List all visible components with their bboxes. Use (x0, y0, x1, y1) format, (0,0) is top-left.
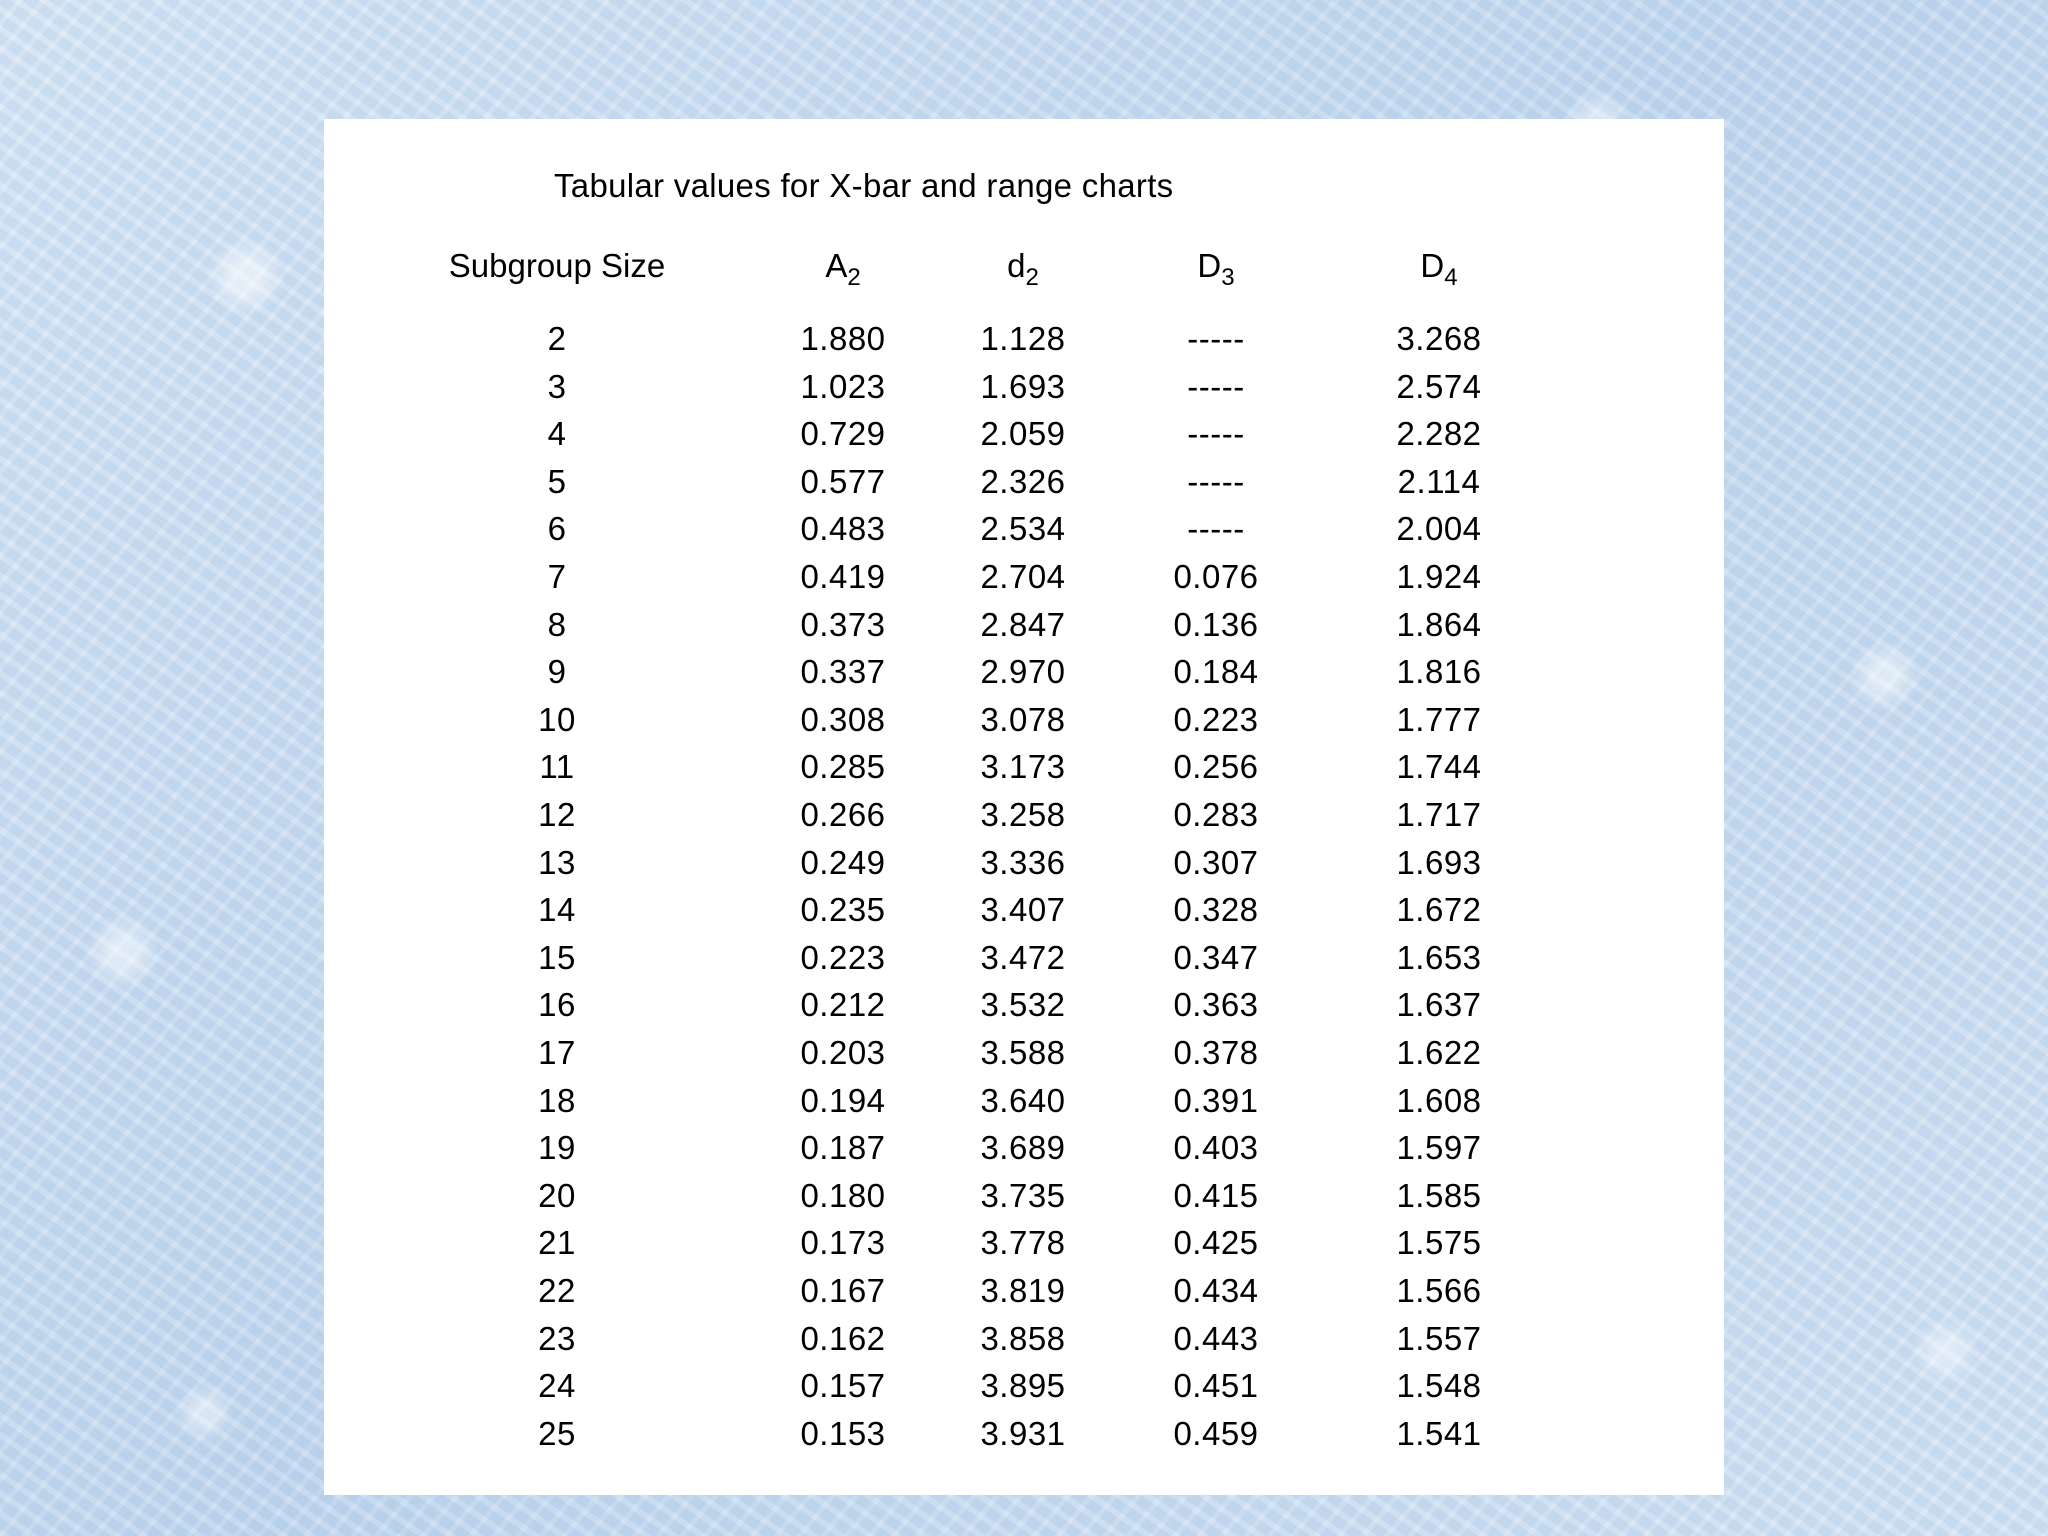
table-row (324, 748, 1724, 796)
subgroup-size-cell: 17 (538, 1034, 576, 1071)
a2-cell: 0.173 (800, 1224, 886, 1262)
a2-cell: 0.223 (800, 938, 886, 976)
d3-cell: 0.283 (1173, 796, 1259, 833)
table-row (324, 701, 1724, 749)
d2-cell: 2.326 (980, 462, 1066, 500)
header-a2 (825, 247, 860, 292)
d4-cell: 2.114 (1397, 462, 1481, 500)
subgroup-size-cell: 14 (538, 891, 576, 929)
d3-cell: 0.391 (1173, 1081, 1259, 1119)
header-d3 (1197, 247, 1234, 292)
d3-cell: 0.076 (1173, 558, 1259, 595)
d4-cell: 1.622 (1396, 1034, 1482, 1071)
subgroup-size-cell: 23 (538, 1319, 576, 1357)
header-label: D (1420, 247, 1445, 284)
header-subscript: 2 (1025, 264, 1039, 291)
subgroup-size-cell: 12 (538, 796, 576, 833)
table-row (324, 320, 1724, 368)
subgroup-size-cell: 21 (538, 1224, 576, 1262)
d4-cell: 1.744 (1396, 748, 1482, 786)
d4-cell: 2.004 (1396, 510, 1482, 548)
d4-cell: 1.816 (1396, 653, 1482, 691)
table-title: Tabular values for X-bar and range charts (554, 167, 1174, 204)
subgroup-size-cell: 7 (547, 558, 567, 595)
d3-cell: 0.415 (1173, 1176, 1259, 1214)
table-row (324, 796, 1724, 844)
d2-cell: 3.735 (980, 1176, 1066, 1214)
header-subscript: 2 (847, 264, 861, 291)
d3-cell: ----- (1187, 320, 1245, 357)
a2-cell: 0.577 (800, 462, 886, 500)
d2-cell: 2.704 (980, 558, 1066, 595)
d4-cell: 1.608 (1396, 1081, 1482, 1119)
d4-cell: 2.282 (1396, 415, 1482, 453)
d3-cell: 0.307 (1173, 843, 1259, 881)
d2-cell: 3.778 (980, 1224, 1066, 1262)
header-label: D (1197, 247, 1222, 284)
d3-cell: 0.256 (1173, 748, 1259, 786)
subgroup-size-cell: 19 (538, 1129, 576, 1167)
subgroup-size-cell: 11 (539, 748, 575, 786)
table-row (324, 1129, 1724, 1177)
d4-cell: 1.777 (1396, 700, 1482, 738)
d2-cell: 2.970 (980, 653, 1066, 691)
table-row (324, 891, 1724, 939)
header-d4 (1420, 247, 1457, 292)
a2-cell: 0.373 (800, 605, 886, 643)
d4-cell: 1.717 (1396, 796, 1482, 833)
d2-cell: 3.895 (980, 1367, 1066, 1405)
subgroup-size-cell: 10 (538, 700, 576, 738)
table-row (324, 463, 1724, 511)
a2-cell: 0.729 (800, 415, 886, 453)
d2-cell: 3.078 (980, 700, 1066, 738)
subgroup-size-cell: 2 (547, 320, 567, 357)
a2-cell: 0.153 (800, 1414, 886, 1452)
table-row (324, 1224, 1724, 1272)
d3-cell: 0.459 (1173, 1414, 1259, 1452)
d3-cell: 0.347 (1173, 938, 1259, 976)
d2-cell: 3.931 (980, 1414, 1066, 1452)
d4-cell: 1.566 (1396, 1272, 1482, 1309)
a2-cell: 1.880 (800, 320, 886, 357)
d3-cell: 0.378 (1173, 1034, 1259, 1071)
subgroup-size-cell: 8 (547, 605, 567, 643)
subgroup-size-cell: 18 (538, 1081, 576, 1119)
header-label: Subgroup Size (448, 247, 666, 284)
table-row (324, 1177, 1724, 1225)
d4-cell: 1.541 (1396, 1414, 1482, 1452)
d2-cell: 3.689 (980, 1129, 1066, 1167)
a2-cell: 0.187 (800, 1129, 886, 1167)
d2-cell: 3.588 (980, 1034, 1066, 1071)
subgroup-size-cell: 6 (547, 510, 567, 548)
d3-cell: ----- (1187, 462, 1245, 500)
a2-cell: 0.285 (800, 748, 886, 786)
d4-cell: 1.585 (1396, 1176, 1482, 1214)
table-row (324, 368, 1724, 416)
d4-cell: 1.597 (1396, 1129, 1482, 1167)
a2-cell: 0.180 (800, 1176, 886, 1214)
d2-cell: 3.173 (980, 748, 1066, 786)
a2-cell: 0.157 (800, 1367, 886, 1405)
d4-cell: 1.693 (1396, 843, 1482, 881)
header-label: d (1007, 247, 1026, 284)
a2-cell: 0.167 (800, 1272, 886, 1309)
d2-cell: 3.258 (980, 796, 1066, 833)
d2-cell: 2.534 (980, 510, 1066, 548)
header-subscript: 4 (1444, 264, 1458, 291)
d4-cell: 2.574 (1396, 367, 1482, 405)
subgroup-size-cell: 22 (538, 1272, 576, 1309)
d3-cell: ----- (1187, 415, 1245, 453)
a2-cell: 0.266 (800, 796, 886, 833)
subgroup-size-cell: 4 (547, 415, 567, 453)
table-row (324, 606, 1724, 654)
d3-cell: 0.451 (1173, 1367, 1259, 1405)
d3-cell: 0.403 (1173, 1129, 1259, 1167)
d3-cell: 0.363 (1173, 986, 1259, 1024)
d4-cell: 1.653 (1396, 938, 1482, 976)
header-label: A (825, 247, 848, 284)
d4-cell: 1.924 (1396, 558, 1482, 595)
d3-cell: 0.136 (1173, 605, 1259, 643)
d3-cell: 0.328 (1173, 891, 1259, 929)
d2-cell: 3.858 (980, 1319, 1066, 1357)
table-row (324, 939, 1724, 987)
d4-cell: 1.557 (1396, 1319, 1482, 1357)
d3-cell: 0.223 (1173, 700, 1259, 738)
a2-cell: 0.212 (800, 986, 886, 1024)
header-subgroup-size (449, 247, 665, 285)
a2-cell: 0.337 (800, 653, 886, 691)
table-row (324, 1367, 1724, 1415)
a2-cell: 0.419 (800, 558, 886, 595)
table-row (324, 558, 1724, 606)
table-panel (324, 119, 1724, 1495)
subgroup-size-cell: 3 (547, 367, 567, 405)
header-d2 (1007, 247, 1039, 292)
table-row (324, 986, 1724, 1034)
d3-cell: 0.425 (1173, 1224, 1259, 1262)
table-row (324, 653, 1724, 701)
d4-cell: 1.672 (1396, 891, 1482, 929)
d2-cell: 3.472 (980, 938, 1066, 976)
d2-cell: 3.407 (980, 891, 1066, 929)
a2-cell: 0.235 (800, 891, 886, 929)
table-row (324, 1320, 1724, 1368)
d3-cell: 0.434 (1173, 1272, 1259, 1309)
d4-cell: 1.575 (1396, 1224, 1482, 1262)
subgroup-size-cell: 9 (547, 653, 567, 691)
table-row (324, 1415, 1724, 1463)
a2-cell: 0.249 (800, 843, 886, 881)
d2-cell: 3.336 (980, 843, 1066, 881)
d2-cell: 1.128 (980, 320, 1066, 357)
a2-cell: 0.194 (800, 1081, 886, 1119)
d3-cell: ----- (1187, 367, 1245, 405)
table-row (324, 1082, 1724, 1130)
table-row (324, 510, 1724, 558)
d4-cell: 3.268 (1396, 320, 1482, 357)
d3-cell: 0.184 (1173, 653, 1259, 691)
d2-cell: 3.532 (980, 986, 1066, 1024)
d2-cell: 2.847 (980, 605, 1066, 643)
table-row (324, 844, 1724, 892)
d4-cell: 1.864 (1396, 605, 1482, 643)
subgroup-size-cell: 25 (538, 1414, 576, 1452)
a2-cell: 0.203 (800, 1034, 886, 1071)
table-row (324, 1272, 1724, 1320)
subgroup-size-cell: 13 (538, 843, 576, 881)
d2-cell: 3.640 (980, 1081, 1066, 1119)
a2-cell: 0.308 (800, 700, 886, 738)
d4-cell: 1.548 (1396, 1367, 1482, 1405)
a2-cell: 0.483 (800, 510, 886, 548)
d4-cell: 1.637 (1396, 986, 1482, 1024)
table-row (324, 415, 1724, 463)
header-subscript: 3 (1221, 264, 1235, 291)
a2-cell: 1.023 (800, 367, 886, 405)
d2-cell: 1.693 (980, 367, 1066, 405)
subgroup-size-cell: 24 (538, 1367, 576, 1405)
d2-cell: 3.819 (980, 1272, 1066, 1309)
subgroup-size-cell: 5 (547, 462, 567, 500)
subgroup-size-cell: 16 (538, 986, 576, 1024)
subgroup-size-cell: 15 (538, 938, 576, 976)
a2-cell: 0.162 (800, 1319, 886, 1357)
subgroup-size-cell: 20 (538, 1176, 576, 1214)
d3-cell: 0.443 (1173, 1319, 1259, 1357)
d3-cell: ----- (1187, 510, 1245, 548)
table-row (324, 1034, 1724, 1082)
d2-cell: 2.059 (980, 415, 1066, 453)
